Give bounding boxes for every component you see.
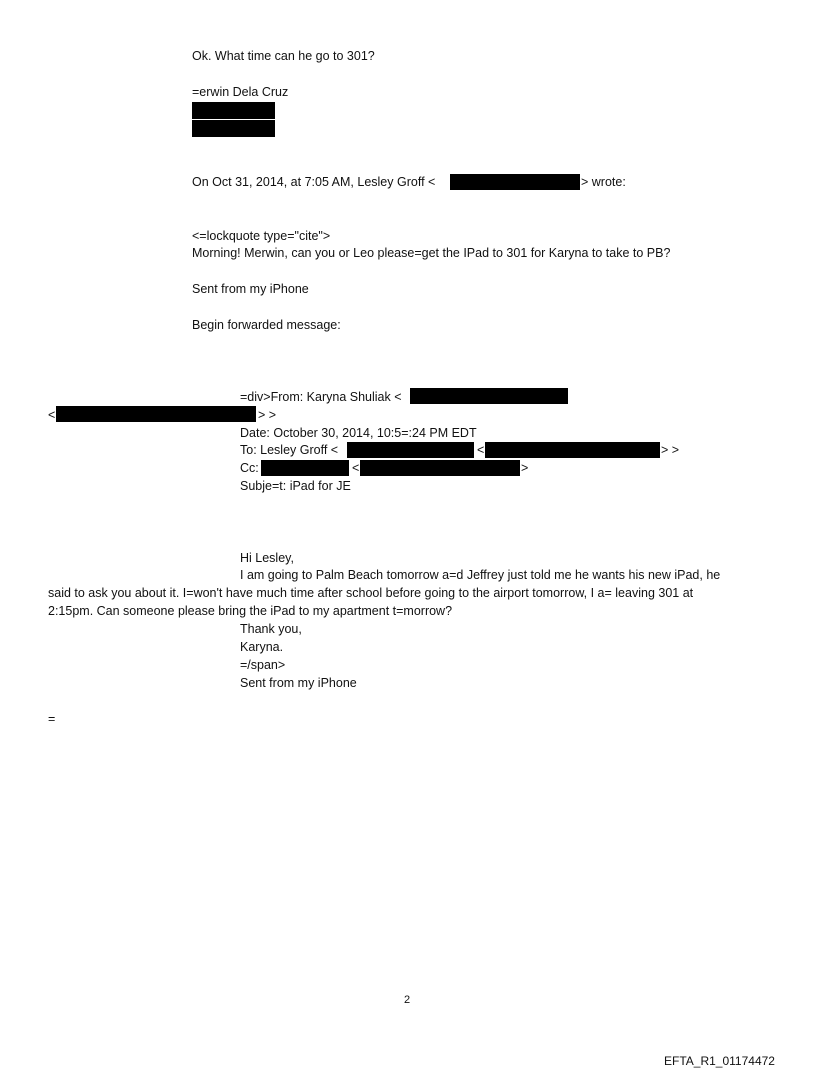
reply-question: Ok. What time can he go to 301? [192, 49, 375, 63]
body-span-close: =/span> [240, 658, 286, 672]
blockquote-tag-text: <=lockquote type="cite"> [192, 229, 331, 243]
page-number: 2 [404, 994, 411, 1006]
forwarded-subject: Subje=t: iPad for JE [240, 479, 351, 493]
redaction-block [347, 442, 474, 458]
quote-header-suffix: > wrote: [581, 175, 626, 189]
forwarded-from-wrap-close: > > [258, 408, 277, 422]
reply-sender-name: =erwin Dela Cruz [192, 85, 289, 99]
forwarded-to-close: > > [661, 443, 680, 457]
body-line-2: said to ask you about it. I=won't have much time after school before going to the airport tomorrow, I a= leaving 301 at [48, 586, 694, 600]
trailing-equals: = [48, 712, 56, 726]
begin-forwarded-label: Begin forwarded message: [192, 318, 341, 332]
redaction-block [485, 442, 660, 458]
document-id: EFTA_R1_01174472 [664, 1054, 775, 1068]
body-thanks: Thank you, [240, 622, 302, 636]
quoted-message: Morning! Merwin, can you or Leo please=get the IPad to 301 for Karyna to take to PB? [192, 246, 671, 260]
redaction-block [192, 102, 275, 119]
forwarded-to-mid: < [477, 443, 485, 457]
body-greeting: Hi Lesley, [240, 551, 294, 565]
redaction-block [192, 120, 275, 137]
quoted-sent-from: Sent from my iPhone [192, 282, 309, 296]
redaction-block [261, 460, 349, 476]
forwarded-from-wrap-open: < [48, 408, 56, 422]
forwarded-cc-close: > [521, 461, 529, 475]
forwarded-to-label: To: Lesley Groff < [240, 443, 339, 457]
forwarded-cc-mid: < [352, 461, 360, 475]
body-signature: Karyna. [240, 640, 284, 654]
redaction-block [56, 406, 256, 422]
redaction-block [360, 460, 520, 476]
forwarded-cc-label: Cc: [240, 461, 259, 475]
forwarded-from-label: =div>From: Karyna Shuliak < [240, 390, 402, 404]
body-line-3: 2:15pm. Can someone please bring the iPad to my apartment t=morrow? [48, 604, 453, 618]
forwarded-date: Date: October 30, 2014, 10:5=:24 PM EDT [240, 426, 477, 440]
body-line-1: I am going to Palm Beach tomorrow a=d Jeffrey just told me he wants his new iPad, he [240, 568, 721, 582]
body-sent-from: Sent from my iPhone [240, 676, 357, 690]
redaction-block [410, 388, 568, 404]
quote-header-prefix: On Oct 31, 2014, at 7:05 AM, Lesley Groff < [192, 175, 436, 189]
redaction-block [450, 174, 580, 190]
